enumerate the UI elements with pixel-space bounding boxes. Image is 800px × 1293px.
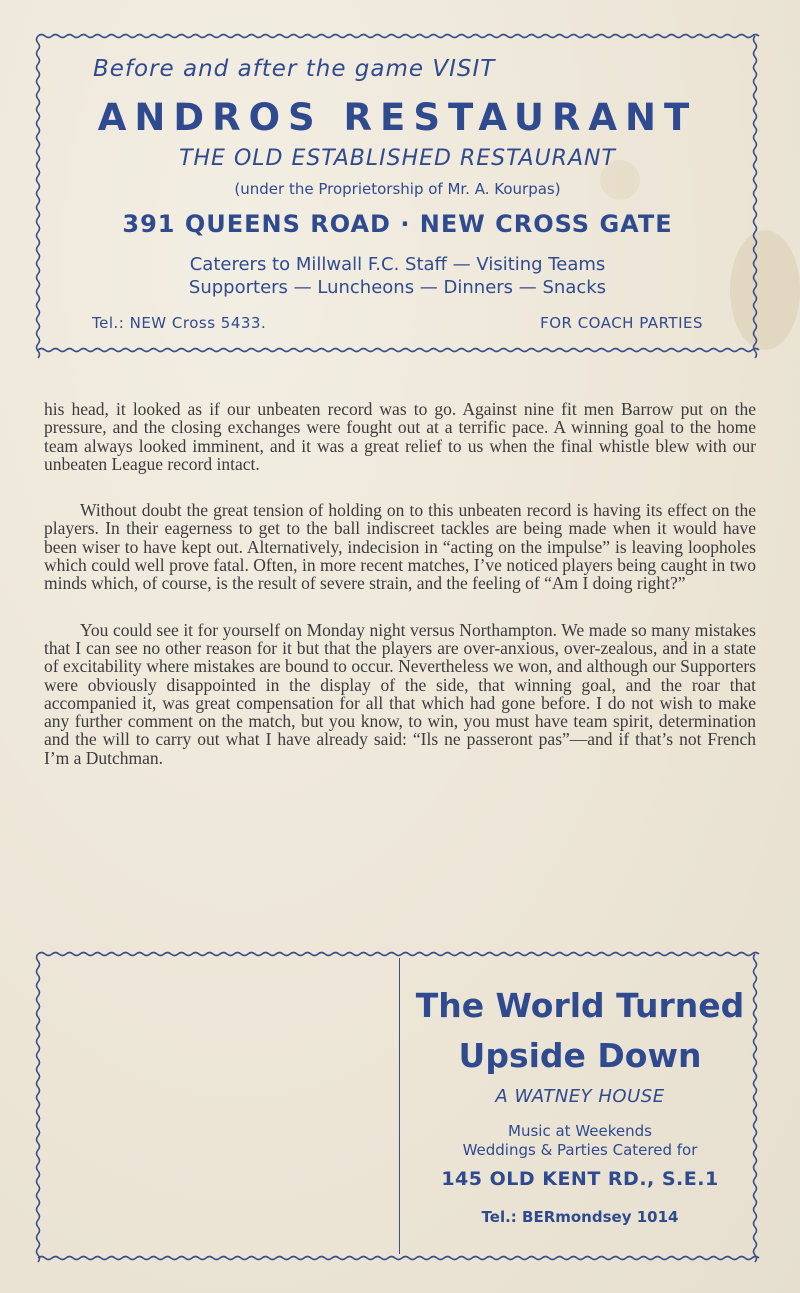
caterers-line-2: Supporters — Luncheons — Dinners — Snacks: [188, 277, 607, 298]
pub-telephone: Tel.: BERmondsey 1014: [481, 1208, 679, 1226]
restaurant-telephone: Tel.: NEW Cross 5433.: [92, 314, 267, 332]
advert-divider: [399, 958, 400, 1254]
proprietor-note: (under the Proprietorship of Mr. A. Kourpas): [234, 180, 561, 198]
pub-subtitle: A WATNEY HOUSE: [495, 1086, 665, 1107]
weddings-note: Weddings & Parties Catered for: [462, 1141, 698, 1159]
pub-name-line-2: Upside Down: [458, 1036, 702, 1075]
coach-parties-note: FOR COACH PARTIES: [540, 314, 703, 332]
restaurant-tagline: THE OLD ESTABLISHED RESTAURANT: [179, 146, 616, 171]
andros-restaurant-advert: [30, 28, 765, 360]
world-turned-upside-down-advert: [30, 946, 765, 1268]
music-note: Music at Weekends: [508, 1122, 652, 1140]
pub-address: 145 OLD KENT RD., S.E.1: [441, 1168, 719, 1190]
blank-advert-space: [45, 961, 390, 1251]
advert-intro: Before and after the game VISIT: [93, 56, 496, 82]
article-body: [44, 400, 756, 795]
restaurant-name: ANDROS RESTAURANT: [97, 96, 698, 139]
article-paragraph: You could see it for yourself on Monday night versus Northampton. We made so many mistakes that I can see no other reason for it but that the players are over-anxious, over-zealous, and in a state of excitability where mistakes are bound to occur. Nevertheless we won, and although our Supporters were obviously disappointed in the display of the side, that winning goal, and the roar that accompanied it, was great compensation for all that which had gone before. I do not wish to make any further comment on the match, but you know, to win, you must have team spirit, determination and the will to carry out what I have already said: “Ils ne passeront pas”—and if that’s not French I’m a Dutchman.: [44, 619, 756, 768]
caterers-line-1: Caterers to Millwall F.C. Staff — Visiting Teams: [189, 254, 606, 275]
article-paragraph: his head, it looked as if our unbeaten record was to go. Against nine fit men Barrow put on the pressure, and the closing exchanges were fought out at a terrific pace. A winning goal to the home team always looked imminent, and it was a great relief to us when the final whistle blew with our unbeaten League record intact.: [44, 399, 756, 474]
restaurant-address: 391 QUEENS ROAD · NEW CROSS GATE: [122, 210, 673, 238]
pub-name-line-1: The World Turned: [415, 986, 745, 1025]
article-paragraph: Without doubt the great tension of holding on to this unbeaten record is having its effect on the players. In their eagerness to get to the ball indiscreet tackles are being made when it would have been wiser to have kept out. Alternatively, indecision in “acting on the impulse” is leaving loopholes which could well prove fatal. Often, in more recent matches, I’ve noticed players being caught in two minds which, of course, is the result of severe strain, and the feeling of “Am I doing right?”: [44, 500, 756, 594]
